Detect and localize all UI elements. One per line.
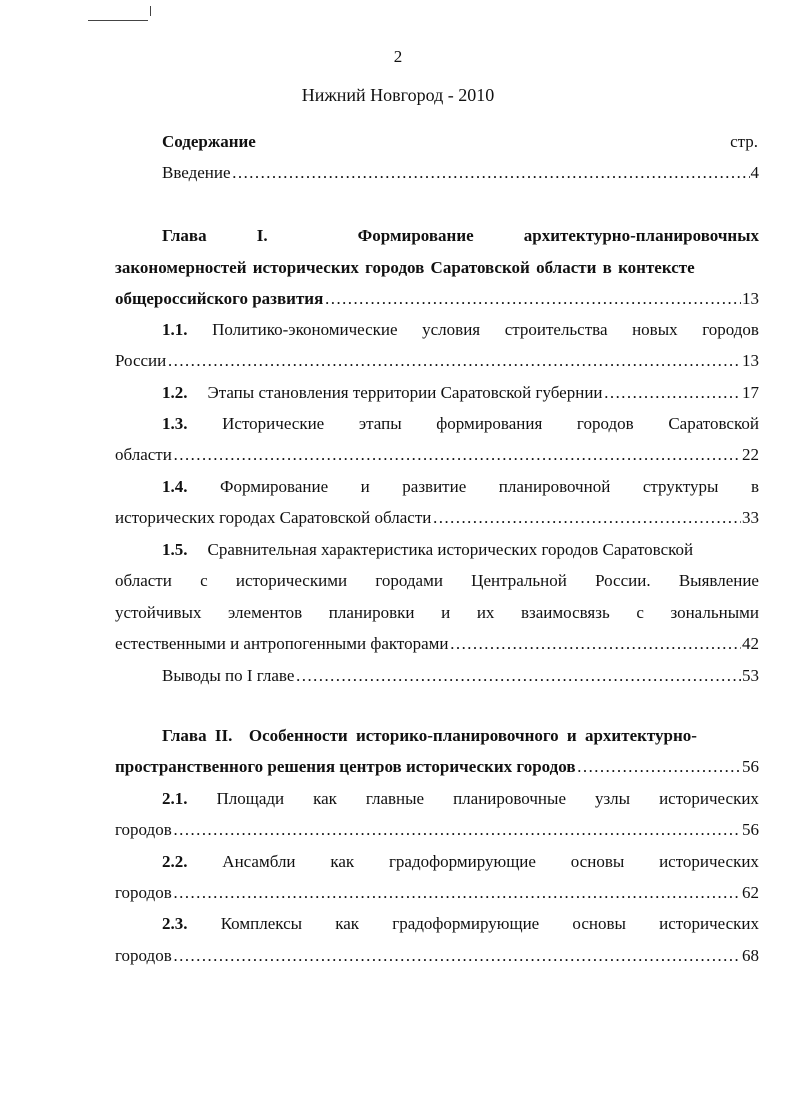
toc-section-1-3	[162, 414, 759, 434]
section-number: 2.3.	[162, 914, 188, 933]
word: планировочной	[498, 477, 611, 496]
word: Центральной	[471, 571, 567, 590]
city-year: Нижний Новгород - 2010	[301, 85, 495, 105]
word: основы	[572, 914, 626, 933]
word: градоформирующие	[388, 852, 536, 871]
toc-section-1-5-line3	[115, 603, 759, 623]
section-number: 2.1.	[162, 789, 188, 808]
text: области	[115, 445, 172, 464]
word: Исторические	[222, 414, 325, 433]
leader-dots	[604, 383, 741, 403]
scan-artifact	[150, 6, 151, 16]
word: Комплексы	[220, 914, 303, 933]
text: городов	[115, 946, 172, 965]
toc-section-1-5	[162, 540, 759, 560]
word: главные	[365, 789, 425, 808]
toc-page-column: стр.	[730, 132, 758, 151]
word: основы	[570, 852, 625, 871]
word: области	[115, 571, 172, 590]
text: пространственного решения центров исторических городов	[115, 757, 576, 776]
leader-dots	[173, 820, 741, 840]
word: Ансамбли	[222, 852, 296, 871]
word: устойчивых	[115, 603, 202, 622]
section-number: 1.2.	[162, 383, 188, 402]
toc-heading: Содержание	[162, 132, 256, 151]
text: Этапы становления территории Саратовской губернии	[207, 383, 603, 402]
toc-entry-title: Введение	[162, 163, 231, 182]
toc-section-2-3	[162, 914, 759, 934]
leader-dots	[173, 883, 741, 903]
word: исторических	[659, 914, 759, 933]
text: Сравнительная характеристика исторических городов Саратовской	[207, 540, 694, 559]
text: городов	[115, 883, 172, 902]
word: Формирование	[357, 226, 474, 245]
word: и	[360, 477, 370, 496]
toc-entry-page: 68	[742, 946, 759, 965]
word: России.	[595, 571, 651, 590]
leader-dots	[232, 163, 750, 183]
word: городами	[375, 571, 443, 590]
toc-chapter-1-conclusions	[162, 666, 759, 686]
word: исторических	[659, 789, 759, 808]
scan-artifact	[88, 20, 148, 21]
leader-dots	[450, 634, 741, 654]
word: городов	[576, 414, 634, 433]
text: естественными и антропогенными факторами	[115, 634, 449, 653]
word: планировочные	[453, 789, 566, 808]
text: городов	[115, 820, 172, 839]
section-number: 1.1.	[162, 320, 188, 339]
leader-dots	[173, 946, 741, 966]
word: новых	[632, 320, 678, 339]
text: России	[115, 351, 167, 370]
word: узлы	[594, 789, 631, 808]
word: взаимосвязь	[521, 603, 610, 622]
word: архитектурно-планировочных	[523, 226, 759, 245]
word: Формирование	[220, 477, 329, 496]
word: как	[313, 789, 337, 808]
toc-chapter-1-line2	[115, 258, 759, 278]
toc-section-1-1-cont	[115, 351, 759, 371]
section-number: 2.2.	[162, 852, 188, 871]
toc-entry-page: 56	[742, 757, 759, 776]
word: как	[330, 852, 355, 871]
word: Саратовской	[668, 414, 759, 433]
section-number: 1.3.	[162, 414, 188, 433]
toc-chapter-2-line1	[162, 726, 759, 746]
toc-section-1-4-cont	[115, 508, 759, 528]
toc-chapter-1-line3	[115, 289, 759, 309]
toc-section-2-2-cont	[115, 883, 759, 903]
word: и	[441, 603, 451, 622]
page-number: 2	[393, 47, 403, 66]
section-number: 1.4.	[162, 477, 188, 496]
word: с	[636, 603, 644, 622]
toc-entry-page: 33	[742, 508, 759, 527]
word: градоформирующие	[392, 914, 540, 933]
toc-entry-page: 56	[742, 820, 759, 839]
toc-entry-page: 4	[750, 163, 759, 182]
word: в	[750, 477, 759, 496]
toc-entry-page: 53	[742, 666, 759, 685]
toc-section-1-1	[162, 320, 759, 340]
toc-entry-intro	[162, 163, 759, 183]
toc-section-1-5-line2	[115, 571, 759, 591]
word: строительства	[504, 320, 608, 339]
toc-entry-page: 17	[742, 383, 759, 402]
toc-section-2-1-cont	[115, 820, 759, 840]
word: этапы	[358, 414, 402, 433]
leader-dots	[324, 289, 741, 309]
toc-section-2-3-cont	[115, 946, 759, 966]
word: Политико-экономические	[212, 320, 398, 339]
word: с	[200, 571, 208, 590]
toc-entry-page: 13	[742, 289, 759, 308]
word: Глава	[162, 226, 207, 245]
word: Выявление	[678, 571, 759, 590]
toc-chapter-2-line2	[115, 757, 759, 777]
word: Площади	[216, 789, 285, 808]
toc-section-1-5-cont	[115, 634, 759, 654]
leader-dots	[167, 351, 741, 371]
toc-entry-page: 62	[742, 883, 759, 902]
section-number: 1.5.	[162, 540, 188, 559]
text: общероссийского развития	[115, 289, 324, 308]
toc-section-1-3-cont	[115, 445, 759, 465]
word: зональными	[670, 603, 759, 622]
toc-entry-page: 42	[742, 634, 759, 653]
text: Глава II. Особенности историко-планировочного и архитектурно-	[162, 726, 697, 745]
word: элементов	[228, 603, 303, 622]
toc-chapter-1-line1	[162, 226, 759, 246]
word: городов	[702, 320, 759, 339]
toc-entry-title: Выводы по I главе	[162, 666, 295, 685]
word: формирования	[436, 414, 543, 433]
leader-dots	[577, 757, 741, 777]
toc-section-2-1	[162, 789, 759, 809]
text: закономерностей исторических городов Саратовской области в контексте	[115, 258, 695, 277]
word: историческими	[235, 571, 348, 590]
text: исторических городах Саратовской области	[115, 508, 432, 527]
toc-section-2-2	[162, 852, 759, 872]
toc-entry-page: 13	[742, 351, 759, 370]
word: планировки	[328, 603, 415, 622]
word: исторических	[659, 852, 759, 871]
word: I.	[256, 226, 268, 245]
word: как	[335, 914, 360, 933]
leader-dots	[173, 445, 741, 465]
word: их	[476, 603, 495, 622]
leader-dots	[295, 666, 741, 686]
toc-entry-page: 22	[742, 445, 759, 464]
toc-section-1-4	[162, 477, 759, 497]
word: структуры	[642, 477, 719, 496]
toc-section-1-2	[162, 383, 759, 403]
word: условия	[422, 320, 481, 339]
word: развитие	[402, 477, 467, 496]
leader-dots	[432, 508, 741, 528]
